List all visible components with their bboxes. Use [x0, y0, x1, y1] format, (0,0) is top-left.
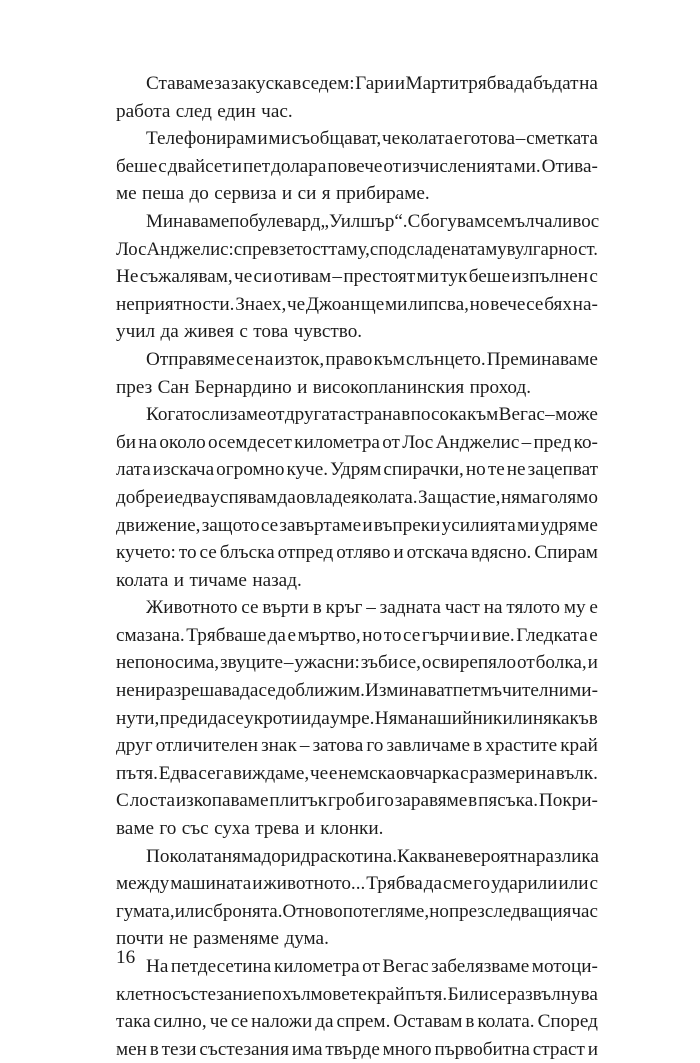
- text-line: С лоста изкопаваме плитък гроб и го заравяме в пясъка. Покри-: [116, 790, 598, 812]
- text-line: мен в тези състезания има твърде много първобитна страст и: [116, 1038, 598, 1060]
- text-line: клетно състезание по хълмовете край пътя. Били се развълнува: [116, 983, 598, 1005]
- text-line: добре и едва успявам да овладея колата. За щастие, няма голямо: [116, 486, 598, 508]
- text-line: На петдесетина километра от Вегас забелязваме мотоци-: [146, 956, 598, 977]
- text-line: пътя. Едва сега виждаме, че е немска овчарка с размери на вълк.: [116, 762, 598, 784]
- text-line: лата изскача огромно куче. Удрям спирачки, но те не зацепват: [116, 459, 598, 481]
- text-line: кучето: то се блъска отпред отляво и отскача вдясно. Спирам: [116, 542, 598, 564]
- text-line: друг отличителен знак – затова го завличаме в храстите край: [116, 735, 598, 757]
- text-line: би на около осемдесет километра от Лос Анджелис – пред ко-: [116, 431, 598, 453]
- text-line: Животното се върти в кръг – задната част на тялото му е: [146, 597, 598, 619]
- text-line: движение, защото се завъртаме и въпреки усилията ми удряме: [116, 514, 598, 536]
- text-line: така силно, че се наложи да спрем. Оставам в колата. Според: [116, 1011, 598, 1033]
- text-line: не ни разрешава да се доближим. Изминават пет мъчителни ми-: [116, 680, 598, 702]
- text-line: неприятности. Знаех, че Джоан ще ми липсва, но вече се бях на-: [116, 293, 598, 315]
- text-line: Ставаме за закуска в седем: Гари и Марти трябва да бъдат на: [146, 73, 598, 94]
- text-line: Когато слизаме от другата страна в посока към Вегас – може: [146, 404, 598, 426]
- text-line: смазана. Трябваше да е мъртво, но то се гърчи и вие. Гледката е: [116, 624, 598, 646]
- text-line: колата и тичаме назад.: [116, 569, 302, 591]
- text-line: между машината и животното... Трябва да сме го ударили или с: [116, 873, 598, 895]
- text-line: Отправяме се на изток, право към слънцето. Преминаваме: [146, 348, 598, 370]
- text-line: Минаваме по булевард „Уилшър“. Сбогувам се мълчаливо с: [146, 210, 600, 232]
- text-line: Не съжалявам, че си отивам – престоят ми тук беше изпълнен с: [116, 266, 598, 288]
- text-line: учил да живея с това чувство.: [116, 321, 363, 343]
- text-line: Лос Анджелис: с превзетостта му, с подсладената му вулгарност.: [116, 238, 598, 260]
- text-line: беше с двайсет и пет долара повече от изчисленията ми. Отива-: [116, 155, 598, 177]
- text-line: нути, преди да се укроти и да умре. Няма нашийник или някакъв: [116, 707, 598, 729]
- text-line: По колата няма дори драскотина. Каква невероятна разлика: [146, 845, 599, 867]
- text-line: ме пеша до сервиза и си я прибираме.: [116, 183, 430, 205]
- text-line: през Сан Бернардино и високопланинския проход.: [116, 376, 532, 398]
- text-line: Телефонирам и ми съобщават, че колата е готова – сметката: [146, 128, 598, 150]
- text-line: работа след един час.: [116, 100, 293, 122]
- text-line: почти не разменяме дума.: [116, 928, 329, 950]
- page-body-text: [116, 70, 598, 1063]
- text-line: ваме го със суха трева и клонки.: [116, 818, 384, 840]
- text-line: непоносима, звуците – ужасни: зъби се, освирепяло от болка, и: [116, 652, 598, 674]
- page-number: 16: [116, 947, 136, 968]
- text-line: гумата, или с бронята. Отново потегляме, но през следващия час: [116, 900, 598, 922]
